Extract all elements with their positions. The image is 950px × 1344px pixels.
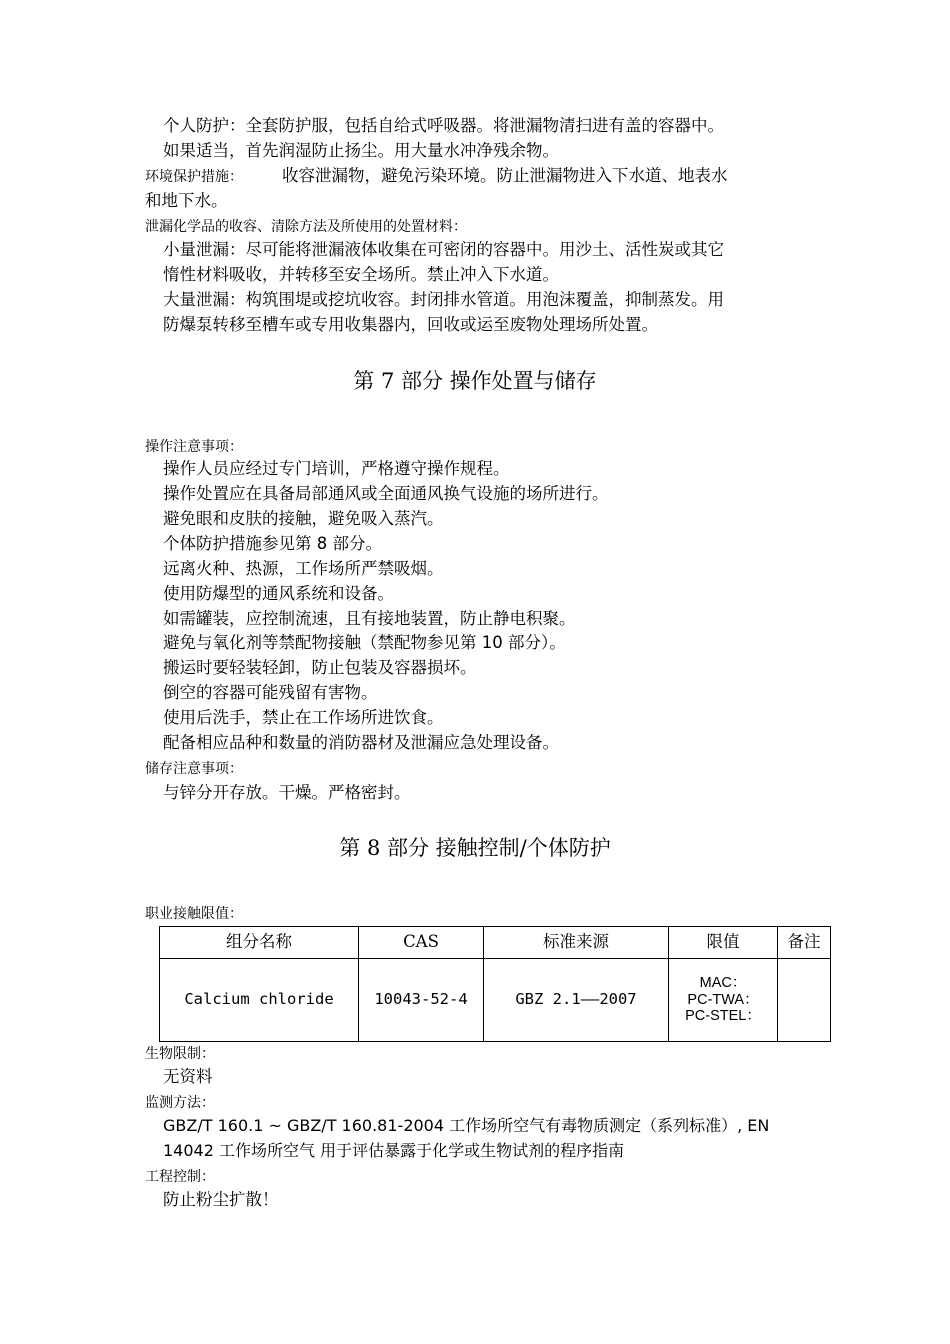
handling-item: 操作处置应在具备局部通风或全面通风换气设施的场所进行。 bbox=[163, 484, 609, 503]
personal-protection-line-2: 如果适当，首先润湿防止扬尘。用大量水冲净残余物。 bbox=[163, 141, 559, 160]
handling-item: 配备相应品种和数量的消防器材及泄漏应急处理设备。 bbox=[163, 733, 559, 752]
exposure-limits-table bbox=[159, 926, 831, 1042]
cell-limit bbox=[669, 959, 778, 1042]
handling-item: 搬运时要轻装轻卸，防止包装及容器损坏。 bbox=[163, 658, 477, 677]
limit-mac: MAC： bbox=[699, 974, 747, 991]
section-7-title: 第 7 部分 操作处置与储存 bbox=[353, 369, 597, 393]
limit-pctwa: PC-TWA： bbox=[687, 991, 759, 1008]
bio-label: 生物限制： bbox=[145, 1046, 215, 1062]
handling-item: 避免眼和皮肤的接触，避免吸入蒸汽。 bbox=[163, 509, 444, 528]
table-row bbox=[160, 959, 831, 1042]
monitor-text-2: 14042 工作场所空气 用于评估暴露于化学或生物试剂的程序指南 bbox=[163, 1141, 625, 1160]
monitor-text-1: GBZ/T 160.1 ~ GBZ/T 160.81-2004 工作场所空气有毒物质测定（系列标准）, EN bbox=[163, 1116, 770, 1135]
cell-source: GBZ 2.1——2007 bbox=[484, 959, 669, 1042]
handling-item: 使用防爆型的通风系统和设备。 bbox=[163, 584, 394, 603]
monitor-label: 监测方法： bbox=[145, 1095, 215, 1111]
handling-item: 远离火种、热源，工作场所严禁吸烟。 bbox=[163, 559, 444, 578]
small-spill-line-2: 惰性材料吸收，并转移至安全场所。禁止冲入下水道。 bbox=[163, 265, 559, 284]
engineering-text: 防止粉尘扩散！ bbox=[163, 1190, 279, 1209]
header-cas: CAS bbox=[359, 927, 484, 959]
cell-remark bbox=[778, 959, 831, 1042]
large-spill-line-1: 大量泄漏：构筑围堤或挖坑收容。封闭排水管道。用泡沫覆盖，抑制蒸发。用 bbox=[163, 290, 724, 309]
section-8-title: 第 8 部分 接触控制/个体防护 bbox=[339, 836, 611, 860]
oel-label: 职业接触限值： bbox=[145, 906, 243, 922]
environment-text: 收容泄漏物，避免污染环境。防止泄漏物进入下水道、地表水 bbox=[282, 166, 728, 185]
handling-item: 使用后洗手，禁止在工作场所进饮食。 bbox=[163, 708, 444, 727]
storage-text: 与锌分开存放。干燥。严格密封。 bbox=[163, 783, 411, 802]
table-header-row bbox=[160, 927, 831, 959]
handling-item: 个体防护措施参见第 8 部分。 bbox=[163, 534, 382, 553]
environment-label: 环境保护措施： bbox=[145, 169, 243, 185]
handling-label: 操作注意事项： bbox=[145, 439, 243, 455]
engineering-label: 工程控制： bbox=[145, 1169, 215, 1185]
handling-item: 倒空的容器可能残留有害物。 bbox=[163, 683, 378, 702]
limit-pcstel: PC-STEL： bbox=[685, 1008, 761, 1025]
storage-label: 储存注意事项： bbox=[145, 761, 243, 777]
handling-item: 如需罐装，应控制流速，且有接地装置，防止静电积聚。 bbox=[163, 609, 576, 628]
header-component: 组分名称 bbox=[160, 927, 359, 959]
header-limit: 限值 bbox=[669, 927, 778, 959]
header-remark: 备注 bbox=[778, 927, 831, 959]
cleanup-label: 泄漏化学品的收容、清除方法及所使用的处置材料： bbox=[145, 219, 467, 235]
large-spill-line-2: 防爆泵转移至槽车或专用收集器内，回收或运至废物处理场所处置。 bbox=[163, 315, 658, 334]
handling-item: 操作人员应经过专门培训，严格遵守操作规程。 bbox=[163, 459, 510, 478]
header-source: 标准来源 bbox=[484, 927, 669, 959]
cell-component: Calcium chloride bbox=[160, 959, 359, 1042]
bio-text: 无资料 bbox=[163, 1067, 213, 1086]
small-spill-line-1: 小量泄漏：尽可能将泄漏液体收集在可密闭的容器中。用沙土、活性炭或其它 bbox=[163, 240, 724, 259]
handling-item: 避免与氧化剂等禁配物接触（禁配物参见第 10 部分）。 bbox=[163, 633, 566, 652]
cell-cas: 10043-52-4 bbox=[359, 959, 484, 1042]
personal-protection-line-1: 个人防护：全套防护服，包括自给式呼吸器。将泄漏物清扫进有盖的容器中。 bbox=[163, 116, 724, 135]
environment-text-2: 和地下水。 bbox=[145, 191, 228, 210]
